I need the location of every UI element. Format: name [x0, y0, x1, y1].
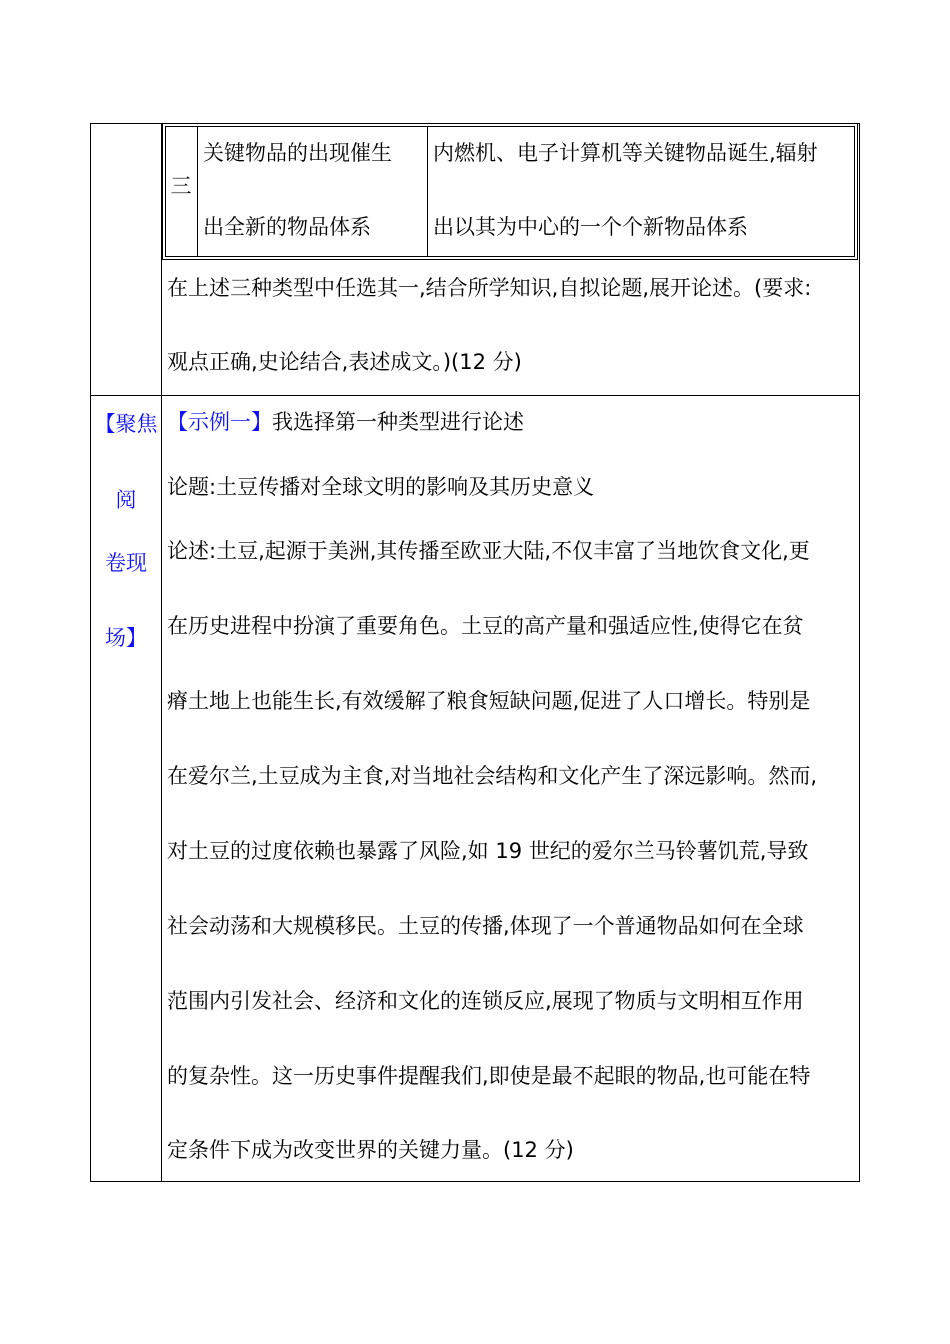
answer-body-line: 定条件下成为改变世界的关键力量。(12 分) [167, 1138, 574, 1162]
section-label-line-4: 场】 [105, 626, 147, 650]
section-label-line-2: 阅 [115, 488, 137, 512]
sub-table-row-number: 三 [170, 174, 192, 198]
column-divider [161, 123, 162, 1182]
answer-body-line: 在爱尔兰,土豆成为主食,对当地社会结构和文化产生了深远影响。然而, [167, 764, 818, 788]
sub-table-col1-line2: 出全新的物品体系 [203, 215, 371, 239]
answer-body-line: 社会动荡和大规模移民。土豆的传播,体现了一个普通物品如何在全球 [167, 914, 804, 938]
sub-table-divider-1 [197, 126, 198, 257]
answer-body-line: 瘠土地上也能生长,有效缓解了粮食短缺问题,促进了人口增长。特别是 [167, 689, 811, 713]
section-label-line-3: 卷现 [105, 551, 147, 575]
question-line-1: 在上述三种类型中任选其一,结合所学知识,自拟论题,展开论述。(要求: [167, 276, 812, 300]
answer-topic: 论题:土豆传播对全球文明的影响及其历史意义 [167, 475, 595, 499]
sub-table-divider-2 [427, 126, 428, 257]
sub-table-col2-line1: 内燃机、电子计算机等关键物品诞生,辐射 [433, 141, 818, 165]
answer-body-line: 的复杂性。这一历史事件提醒我们,即使是最不起眼的物品,也可能在特 [167, 1064, 811, 1088]
sub-table-col1-line1: 关键物品的出现催生 [203, 141, 392, 165]
section-label-line-1: 【聚焦 [94, 412, 158, 436]
answer-body-line: 论述:土豆,起源于美洲,其传播至欧亚大陆,不仅丰富了当地饮食文化,更 [167, 539, 810, 563]
answer-body-line: 范围内引发社会、经济和文化的连锁反应,展现了物质与文明相互作用 [167, 989, 804, 1013]
question-line-2: 观点正确,史论结合,表述成文。)(12 分) [167, 350, 522, 374]
sub-table-col2-line2: 出以其为中心的一个个新物品体系 [433, 215, 748, 239]
example-intro: 我选择第一种类型进行论述 [272, 410, 524, 434]
answer-example-heading [167, 408, 524, 436]
example-tag: 【示例一】 [167, 410, 272, 434]
answer-body-line: 对土豆的过度依赖也暴露了风险,如 19 世纪的爱尔兰马铃薯饥荒,导致 [167, 839, 809, 863]
answer-body-line: 在历史进程中扮演了重要角色。土豆的高产量和强适应性,使得它在贫 [167, 614, 804, 638]
